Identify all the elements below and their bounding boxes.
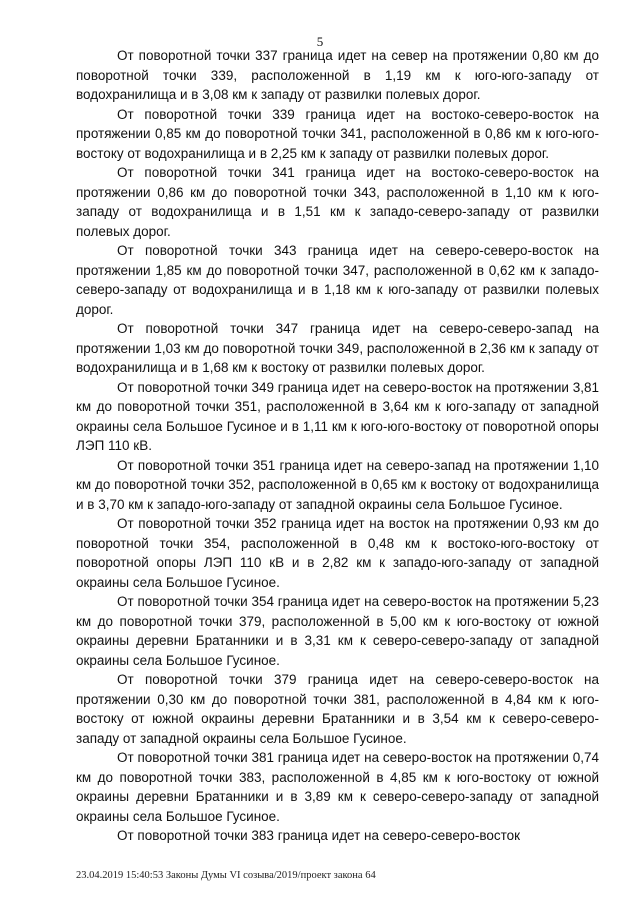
paragraph-point-379: От поворотной точки 379 граница идет на северо-северо-восток на протяжении 0,30 км до поворотной точки 381, расположенной в 4,84 км к юго-востоку от южной окраины деревни Братанники и в 3,54 км к северо-северо-западу от западной окраины села Большое Гусиное. [76,672,599,746]
page-number: 5 [316,34,324,49]
paragraph-point-343: От поворотной точки 343 граница идет на северо-северо-восток на протяжении 1,85 км до поворотной точки 347, расположенной в 0,62 км к западо-северо-западу от водохранилища и в 1,18 км к юго-западу от развилки полевых дорог. [76,243,599,317]
paragraph-point-352: От поворотной точки 352 граница идет на восток на протяжении 0,93 км до поворотной точки 354, расположенной в 0,48 км к востоко-юго-востоку от поворотной опоры ЛЭП 110 кВ и в 2,82 км к западо-юго-западу от западной окраины села Большое Гусиное. [76,516,599,590]
paragraph-point-351: От поворотной точки 351 граница идет на северо-запад на протяжении 1,10 км до поворотной точки 352, расположенной в 0,65 км к востоку от водохранилища и в 3,70 км к западо-юго-западу от западной окраины села Большое Гусиное. [76,457,599,512]
paragraph-point-383: От поворотной точки 383 граница идет на северо-северо-восток [117,828,521,843]
paragraph-point-339: От поворотной точки 339 граница идет на востоко-северо-восток на протяжении 0,85 км до поворотной точки 341, расположенной в 0,86 км к юго-юго-востоку от водохранилища и в 2,25 км к западу от развилки полевых дорог. [76,106,599,161]
document-footer: 23.04.2019 15:40:53 Законы Думы VI созыва/2019/проект закона 64 [76,870,376,881]
paragraph-point-381: От поворотной точки 381 граница идет на северо-восток на протяжении 0,74 км до поворотной точки 383, расположенной в 4,85 км к юго-востоку от южной окраины деревни Братанники и в 3,89 км к северо-северо-западу от западной окраины села Большое Гусиное. [76,750,599,824]
paragraph-point-354: От поворотной точки 354 граница идет на северо-восток на протяжении 5,23 км до поворотной точки 379, расположенной в 5,00 км к юго-востоку от южной окраины деревни Братанники и в 3,31 км к северо-северо-западу от западной окраины села Большое Гусиное. [76,594,599,668]
paragraph-point-341: От поворотной точки 341 граница идет на востоко-северо-восток на протяжении 0,86 км до поворотной точки 343, расположенной в 1,10 км к юго-западу от водохранилища и в 1,51 км к западо-северо-западу от развилки полевых дорог. [76,165,599,239]
paragraph-point-347: От поворотной точки 347 граница идет на северо-северо-запад на протяжении 1,03 км до поворотной точки 349, расположенной в 2,36 км к западу от водохранилища и в 1,68 км к востоку от развилки полевых дорог. [76,321,599,375]
paragraph-point-337: От поворотной точки 337 граница идет на север на протяжении 0,80 км до поворотной точки 339, расположенной в 1,19 км к юго-юго-западу от водохранилища и в 3,08 км к западу от развилки полевых дорог. [76,48,599,102]
paragraph-point-349: От поворотной точки 349 граница идет на северо-восток на протяжении 3,81 км до поворотной точки 351, расположенной в 3,64 км к юго-западу от западной окраины села Большое Гусиное и в 1,11 км к юго-юго-востоку от поворотной опоры ЛЭП 110 кВ. [76,379,599,453]
document-body [76,46,599,846]
